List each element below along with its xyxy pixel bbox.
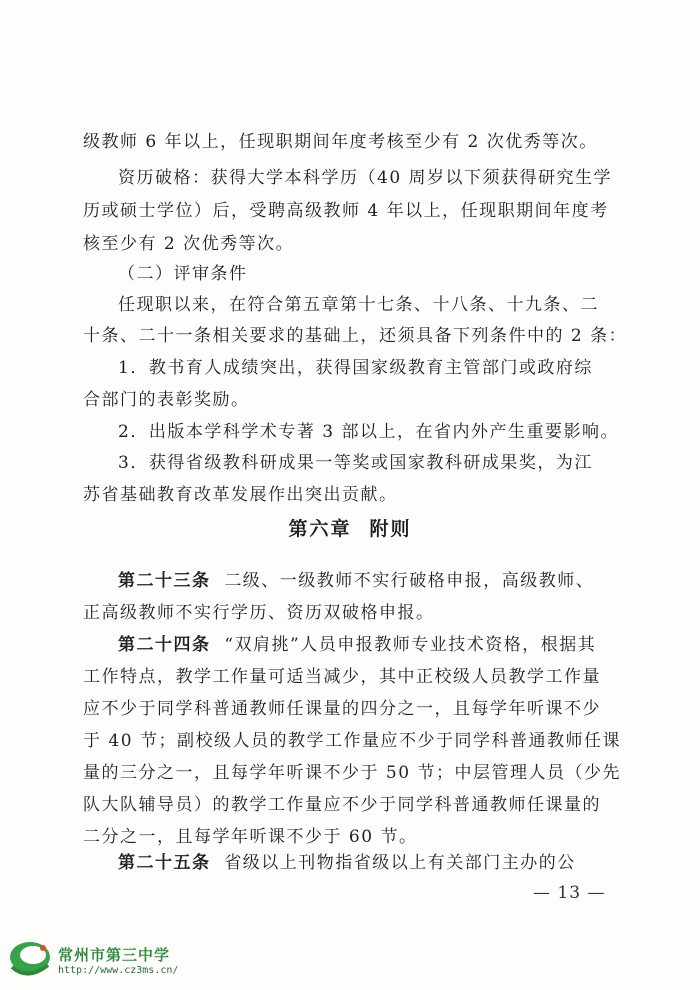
body-line: 二分之一，且每学年听课不少于 60 节。 — [83, 827, 418, 847]
section-heading: （二）评审条件 — [118, 264, 248, 284]
article-label: 第二十四条 — [118, 635, 211, 655]
list-item: 3．获得省级教科研成果一等奖或国家教科研成果奖，为江 — [118, 453, 593, 473]
list-item: 1．教书育人成绩突出，获得国家级教育主管部门或政府综 — [118, 358, 593, 378]
article-24 — [118, 634, 596, 656]
body-line: 十条、二十一条相关要求的基础上，还须具备下列条件中的 2 条： — [83, 326, 628, 346]
body-line: 资历破格：获得大学本科学历（40 周岁以下须获得研究生学 — [118, 168, 613, 188]
body-line: 正高级教师不实行学历、资历双破格申报。 — [83, 603, 435, 623]
article-23 — [118, 570, 594, 592]
body-line: 历或硕士学位）后，受聘高级教师 4 年以上，任现职期间年度考 — [83, 201, 609, 221]
watermark-name: 常州市第三中学 — [58, 946, 171, 964]
body-line: 工作特点，教学工作量可适当减少，其中正校级人员教学工作量 — [83, 667, 601, 687]
article-label: 第二十五条 — [118, 853, 211, 873]
chapter-title: 附则 — [369, 518, 412, 540]
article-text: 省级以上刊物指省级以上有关部门主办的公 — [224, 853, 576, 873]
body-line: 合部门的表彰奖励。 — [83, 390, 250, 410]
chapter-number: 第六章 — [288, 518, 352, 540]
article-text: “双肩挑”人员申报教师专业技术资格，根据其 — [224, 635, 597, 655]
school-logo-icon — [6, 935, 54, 983]
body-line: 队大队辅导员）的教学工作量应不少于同学科普通教师任课量的 — [83, 795, 601, 815]
article-label: 第二十三条 — [118, 571, 211, 591]
article-25 — [118, 852, 576, 874]
body-line: 核至少有 2 次优秀等次。 — [83, 234, 295, 254]
body-line: 应不少于同学科普通教师任课量的四分之一，且每学年听课不少 — [83, 699, 601, 719]
body-line: 量的三分之一，且每学年听课不少于 50 节；中层管理人员（少先 — [83, 763, 621, 783]
watermark-url[interactable]: http://www.cz3ms.cn/ — [58, 965, 179, 976]
list-item: 2．出版本学科学术专著 3 部以上，在省内外产生重要影响。 — [118, 422, 619, 442]
article-text: 二级、一级教师不实行破格申报，高级教师、 — [224, 571, 595, 591]
body-line: 苏省基础教育改革发展作出突出贡献。 — [83, 485, 398, 505]
chapter-heading — [0, 514, 700, 541]
body-line: 任现职以来，在符合第五章第十七条、十八条、十九条、二 — [118, 295, 599, 315]
page-number: — 13 — — [533, 883, 606, 903]
body-line: 于 40 节；副校级人员的教学工作量应不少于同学科普通教师任课 — [83, 731, 621, 751]
body-line: 级教师 6 年以上，任现职期间年度考核至少有 2 次优秀等次。 — [83, 132, 598, 152]
